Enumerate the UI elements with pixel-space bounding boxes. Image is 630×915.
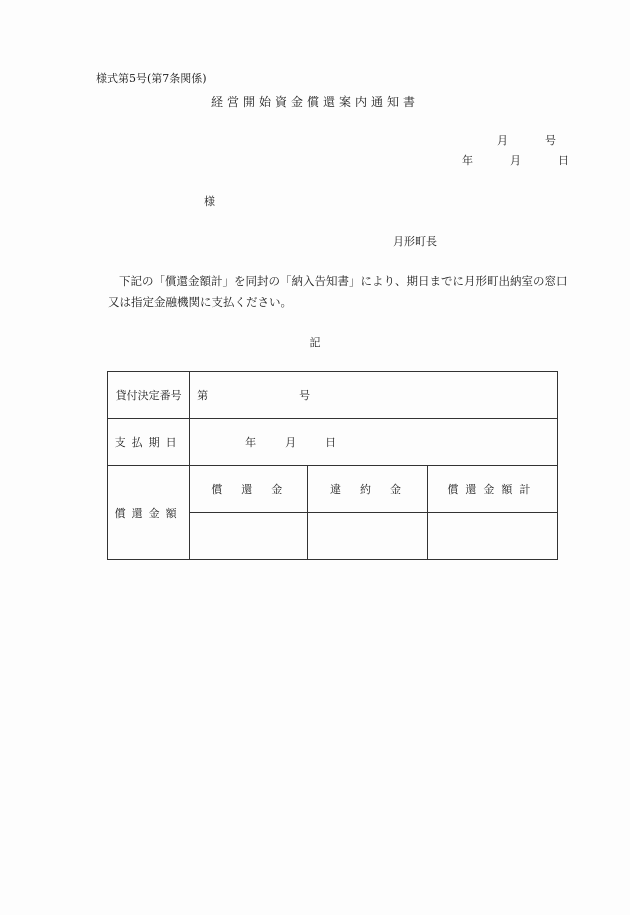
- ki-heading: 記: [309, 336, 321, 349]
- loan-number-value: [190, 372, 558, 419]
- repayment-value-cell: [190, 513, 308, 560]
- date-number-label: 号: [545, 134, 556, 147]
- col-penalty: 違 約 金: [308, 466, 427, 513]
- date-month-label: 月: [497, 134, 508, 147]
- col-repayment: 償 還 金: [190, 466, 308, 513]
- loan-number-label: 貸付決定番号: [108, 372, 190, 419]
- due-date-year: 年: [245, 436, 257, 449]
- due-date-day: 日: [325, 436, 337, 449]
- due-date-label: 支払期日: [108, 419, 190, 466]
- addressee-suffix: 様: [204, 195, 215, 208]
- date-day-label: 日: [558, 154, 569, 167]
- date-month2-label: 月: [510, 154, 521, 167]
- date-number-line: [497, 132, 556, 148]
- document-title: 経営開始資金償還案内通知書: [210, 95, 419, 109]
- table-row-amount-header: [108, 466, 558, 513]
- total-value-cell: [427, 513, 557, 560]
- repayment-table: [107, 371, 558, 560]
- body-paragraph: 下記の「償還金額計」を同封の「納入告知書」により、期日までに月形町出納室の窓口又は指定金融機関に支払ください。: [108, 274, 568, 309]
- repayment-amount-label: 償還金額: [108, 466, 190, 560]
- form-number: 様式第5号(第7条関係): [96, 72, 207, 85]
- col-total: 償還金額計: [427, 466, 557, 513]
- sender-name: 月形町長: [393, 235, 437, 248]
- loan-number-prefix: 第: [197, 389, 209, 402]
- date-line: [462, 152, 569, 168]
- table-row-due-date: [108, 419, 558, 466]
- table-row-loan-number: [108, 372, 558, 419]
- due-date-month: 月: [285, 436, 297, 449]
- due-date-value: [190, 419, 558, 466]
- loan-number-suffix: 号: [299, 389, 311, 402]
- penalty-value-cell: [308, 513, 427, 560]
- date-year-label: 年: [462, 154, 473, 167]
